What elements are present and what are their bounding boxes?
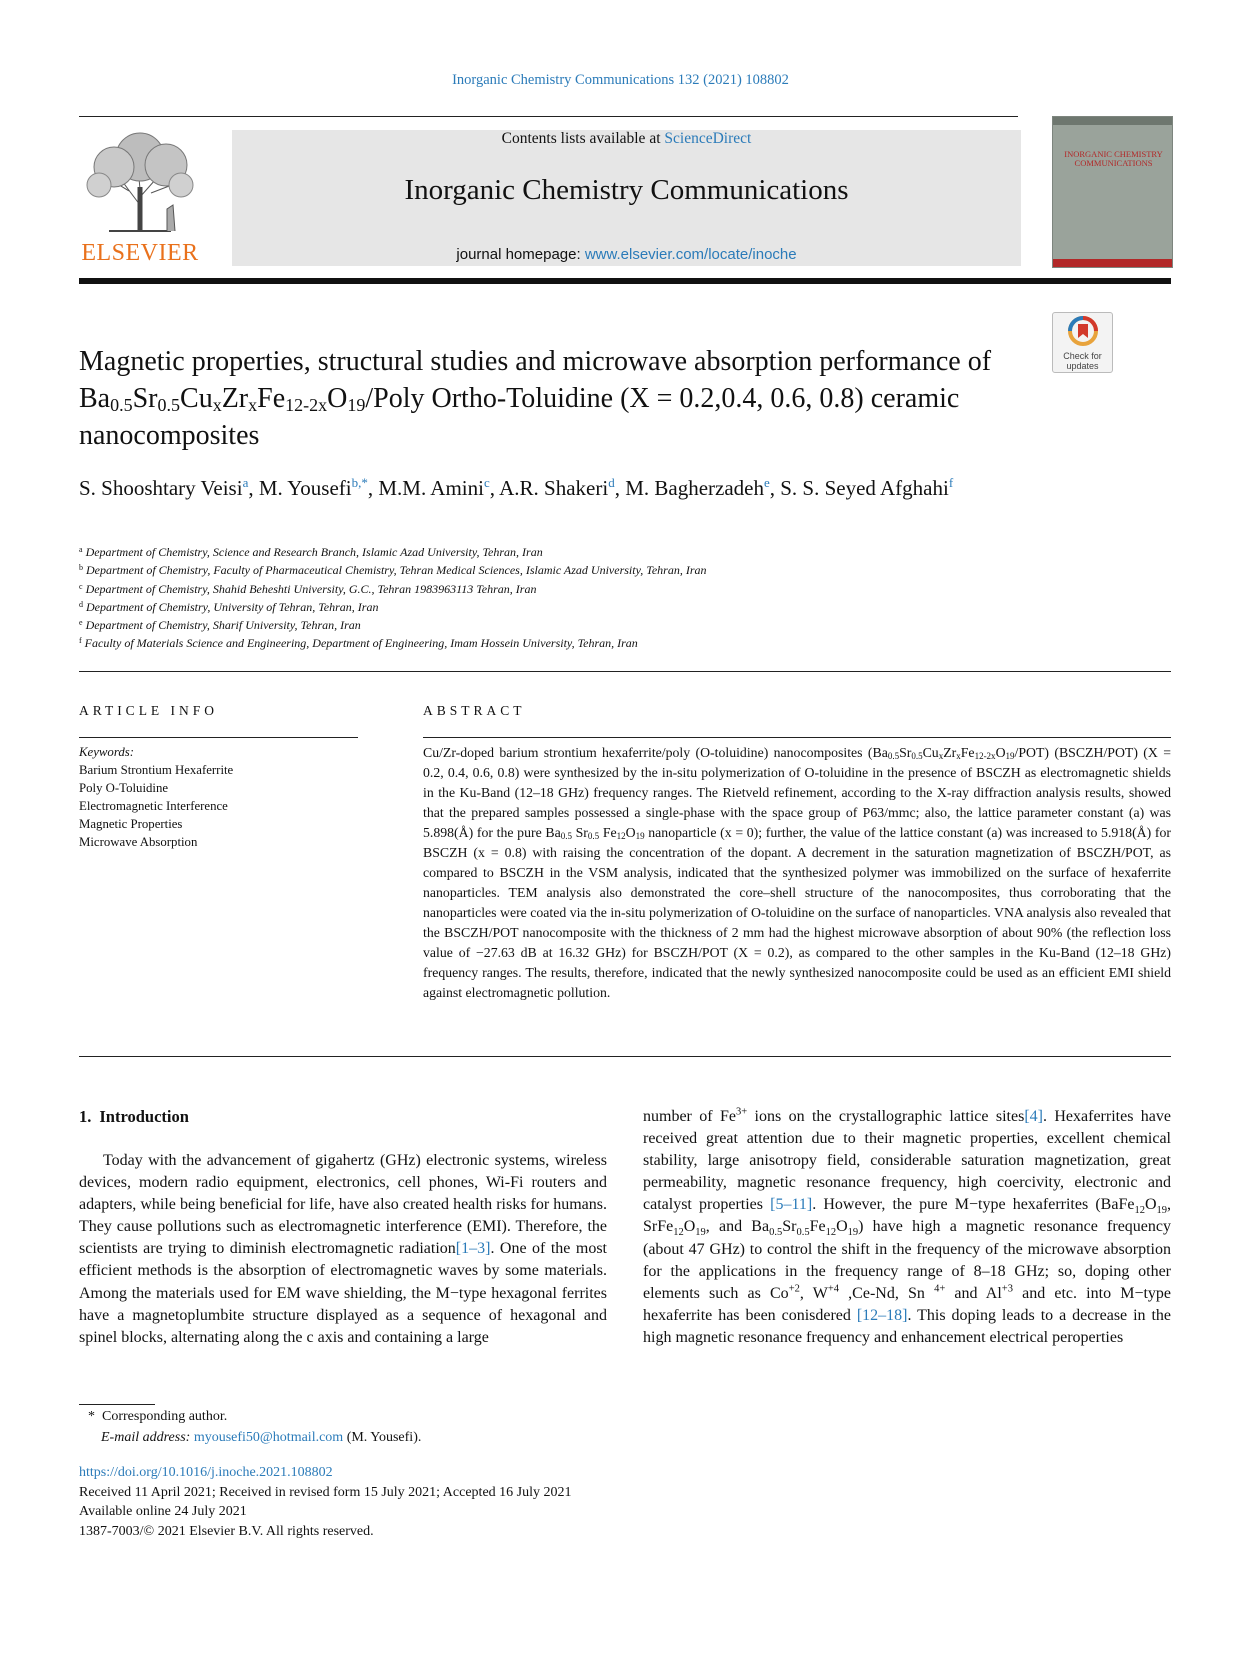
affiliation-item [79,580,979,598]
body-text: ,Ce-Nd, Sn [839,1284,935,1302]
footnote-star: * [88,1409,95,1424]
body-column-left [79,1150,607,1349]
keyword-item: Poly O-Toluidine [79,781,169,795]
body-text: O [683,1218,696,1236]
homepage-link[interactable]: www.elsevier.com/locate/inoche [584,246,797,263]
affiliation-key: b [79,563,83,573]
affiliation-item [79,598,979,616]
publication-info [79,1463,572,1541]
affiliation-key: a [79,545,83,554]
title-sub: 0.5 [110,395,133,415]
abstract-rule [423,737,1171,738]
abstract-text: /POT) (BSCZH/POT) (X = 0.2, 0.4, 0.6, 0.8) were synthesized by the in-situ polymerization of O-toluidine in the presence of BSCZH as electromagnetic shields in the Ku-Band (12–18 GHz) frequency ranges. The Rietveld refinement, according to the X-ray diffraction analysis results, showed that the prepared samples possessed a single-phase with the space group of P63/mmc; also, the lattice parameter constant (a) was 5.898(Å) for the pure Ba [423,745,1171,840]
title-sub: x [212,395,222,415]
title-text: Sr [132,383,158,414]
affiliation-key: e [79,618,83,628]
citation-link[interactable]: [4] [1024,1108,1043,1125]
affiliation-text: Department of Chemistry, Faculty of Pharmaceutical Chemistry, Tehran Medical Sciences, Islamic Azad University, Tehran, Iran [86,563,707,578]
check-updates-icon [1068,316,1098,346]
affiliation-item [79,616,979,634]
abstract-text: Zr [943,745,957,760]
body-text: number of Fe [643,1108,736,1125]
elsevier-logo[interactable] [79,127,201,267]
author-name[interactable]: M. Yousefi [258,476,352,500]
keyword-item: Barium Strontium Hexaferrite [79,763,234,777]
affiliation-text: Department of Chemistry, University of Tehran, Tehran, Iran [86,599,379,614]
abstract-text: Cu/Zr-doped barium strontium hexaferrite/poly (O-toluidine) nanocomposites (Ba [423,745,888,760]
keyword-item: Microwave Absorption [79,835,198,849]
subscript: 19 [695,1227,706,1239]
abstract-sub: x [938,751,944,761]
check-for-updates-badge[interactable] [1052,312,1113,373]
superscript: 4+ [934,1283,946,1295]
section-title: Introduction [99,1107,189,1126]
elsevier-tree-icon [79,127,201,235]
copyright-line: 1387-7003/© 2021 Elsevier B.V. All rights reserved. [79,1523,374,1539]
elsevier-wordmark: ELSEVIER [81,240,199,266]
author-list: S. Shooshtary Veisi$^a$, M. Yousefi$^{b,*}$, M.M. Amini$^c$, A.R. Shakeri$^d$, M. Bagherzadeh$^e$, S. S. Seyed Afghahi$^f$ [79,475,954,500]
abstract-sub: 19 [1005,751,1015,761]
subscript: 0.5 [796,1227,810,1239]
journal-citation-link[interactable]: Inorganic Chemistry Communications 132 (2021) 108802 [452,72,789,88]
abstract-sub: 19 [635,831,645,841]
corresponding-label: Corresponding author. [102,1409,228,1424]
superscript: +4 [827,1283,840,1295]
body-text: , and Ba [705,1218,770,1236]
body-text: . Hexaferrites have received great attention due to their magnetic properties, excellent chemical stability, large anisotropy field, considerable saturation magnetization, great permeability, magnetic resonance frequency, high coercivity, electronic and catalyst properties [643,1108,1172,1214]
cover-title: INORGANIC CHEMISTRY COMMUNICATIONS [1064,149,1163,168]
author-name[interactable]: S. S. Seyed Afghahi [780,476,949,500]
abstract-text: O [625,825,636,840]
affiliation-key: c [79,581,83,591]
check-updates-label: Check for updates [1063,351,1102,371]
author-name[interactable]: M.M. Amini [378,476,484,500]
author-affil-ref[interactable]: b,* [351,475,368,490]
journal-cover-thumbnail[interactable] [1052,116,1173,268]
subscript: 19 [847,1227,859,1239]
body-text: O [836,1218,848,1236]
keywords-block [79,743,358,851]
sciencedirect-link[interactable]: ScienceDirect [664,130,752,147]
abstract-text: nanoparticle (x = 0); further, the value of the lattice constant (a) was increased to 5.918(Å) for BSCZH (x = 0.8) with raising the concentration of the dopant. A decrement in the saturation magnetization of BSCZH/POT, as compared to BSCZH in the VSM analysis, indicated that the synthesized polymer was immobilized on the surface of hexaferrite nanoparticles. TEM analysis also demonstrated the core–shell structure of the nanocomposites, thus corroborating that the nanoparticles were coated via the in-situ polymerization of O-toluidine on the surface of nanoparticles. VNA analysis also revealed that the BSCZH/POT nanocomposite with the thickness of 2 mm had the highest microwave absorption of about 90% (the reflection loss value of −27.63 dB at 16.32 GHz) for BSCZH/POT (X = 0.2), as compared to the other samples in the Ku-Band (12–18 GHz) frequency ranges. The results, therefore, indicated that the newly synthesized nanocomposite could be used as an efficient EMI shield against electromagnetic pollution. [423,825,1172,1000]
cover-bottom-strip [1053,259,1172,267]
title-text: O [327,383,348,414]
affiliation-item [79,634,979,652]
received-dates: Received 11 April 2021; Received in revised form 15 July 2021; Accepted 16 July 2021 [79,1484,572,1500]
subscript: 12 [825,1227,837,1239]
title-sub: x [248,395,258,415]
body-text: , W [799,1284,828,1302]
journal-banner [232,130,1021,266]
affiliation-item [79,543,979,561]
citation-link[interactable]: [1–3] [455,1240,491,1258]
section-rule [79,671,1171,672]
affiliation-key: f [79,636,82,646]
title-text: Zr [221,383,249,414]
email-label: E-mail address: [101,1429,191,1445]
journal-title: Inorganic Chemistry Communications [404,174,849,206]
header-thick-rule [79,278,1171,284]
body-paragraph [643,1106,1171,1349]
section-number: 1. [79,1107,92,1126]
body-text: , SrFe [643,1196,1172,1236]
abstract-sub: 0.5 [887,751,900,761]
abstract-text: Sr [571,825,588,840]
abstract-sub: 0.5 [560,831,572,841]
abstract-text: Fe [599,825,617,840]
abstract-sub: 0.5 [911,751,923,761]
contents-prefix: Contents lists available at [501,130,665,147]
contents-line [232,130,1021,148]
author-affil-ref[interactable]: f [948,475,954,490]
abstract-heading: ABSTRACT [423,703,526,718]
email-link[interactable]: myousefi50@hotmail.com [193,1429,344,1445]
author-name[interactable]: M. Bagherzadeh [625,476,764,500]
homepage-prefix: journal homepage: [456,246,585,263]
superscript: +2 [788,1283,800,1295]
affiliation-text: Department of Chemistry, Science and Research Branch, Islamic Azad University, Tehran, Iran [85,545,543,559]
author-affil-ref[interactable]: d [608,475,615,490]
abstract-body [423,743,1171,1003]
body-text: ) have high a magnetic resonance frequency (about 47 GHz) to control the shift in the frequency of the microwave absorption for the applications in the frequency range of 8–18 GHz; so, doping other elements such as Co [643,1218,1172,1302]
subscript: 12 [673,1227,684,1239]
subscript: 19 [1156,1205,1168,1217]
title-text: /Poly Ortho-Toluidine (X = 0.2,0.4, 0.6, 0.8) ceramic nanocomposites [79,383,960,451]
section-rule [79,1056,1171,1057]
abstract-text: Cu [922,745,939,760]
body-text: . One of the most efficient methods is the absorption of electromagnetic waves by some materials. Among the materials used for EM wave shielding, the M−type hexagonal ferrites have a magnetoplumbite structure displayed as a sequence of hexagonal and spinel blocks, alternating along the c axis and containing a large [79,1240,607,1346]
keyword-item: Electromagnetic Interference [79,799,228,813]
online-date: Available online 24 July 2021 [79,1504,247,1519]
header-rule [79,116,1018,117]
title-text: Cu [180,383,213,414]
body-text: O [1144,1196,1157,1214]
body-text: . However, the pure M−type hexaferrites (BaFe [812,1196,1135,1214]
subscript: 0.5 [769,1227,783,1239]
doi-link[interactable]: https://doi.org/10.1016/j.inoche.2021.108802 [79,1465,333,1480]
footnote-rule [79,1404,155,1405]
body-text: and etc. into M−type hexaferrite has been conisdered [643,1284,1172,1324]
abstract-sub: 12-2x [974,751,996,761]
keywords-label: Keywords: [79,745,134,759]
abstract-text: O [995,745,1006,760]
title-text: Magnetic properties, structural studies and microwave absorption performance of Ba [79,346,992,414]
citation-link[interactable]: [12–18] [856,1306,908,1324]
footnote-line [88,1407,421,1428]
abstract-sub: 12 [616,831,626,841]
subscript: 12 [1134,1205,1145,1217]
affiliation-item [79,561,979,579]
citation-link[interactable]: [5–11] [770,1196,813,1214]
body-text: Today with the advancement of gigahertz (GHz) electronic systems, wireless devices, modern radio equipment, electronics, cell phones, Wi-Fi routers and adapters, while being beneficial for life, have also created health risks for humans. They cause pollutions such as electromagnetic interference (EMI). Therefore, the scientists are trying to diminish electromagnetic radiation [79,1152,607,1258]
article-title [79,343,1009,454]
affiliation-text: Faculty of Materials Science and Engineering, Department of Engineering, Imam Hossein University, Tehran, Iran [84,636,638,651]
title-sub: 12-2x [285,395,328,415]
affiliation-key: d [79,599,83,609]
title-sub: 19 [347,395,366,415]
author-affil-ref[interactable]: c [483,475,490,490]
title-sub: 0.5 [157,395,181,415]
email-suffix: (M. Yousefi). [346,1429,422,1445]
affiliation-text: Department of Chemistry, Sharif University, Tehran, Iran [85,618,361,633]
body-paragraph [79,1150,607,1349]
body-text: Sr [782,1218,797,1236]
body-text: ions on the crystallographic lattice sites [747,1108,1025,1125]
body-text: and Al [945,1284,1002,1302]
superscript: +3 [1001,1283,1013,1295]
author-affil-ref[interactable]: e [763,475,770,490]
abstract-text: Sr [899,745,912,760]
cover-top-strip [1053,117,1172,125]
superscript: 3+ [735,1106,748,1118]
article-info-rule [79,737,358,738]
section-heading [79,1107,189,1127]
abstract-text: Fe [960,745,975,760]
corresponding-author-footnote [88,1407,421,1448]
body-text: . This doping leads to a decrease in the high magnetic resonance frequency and enhancement electrical peroperties [643,1306,1172,1346]
abstract-sub: x [956,751,961,761]
title-text: Fe [257,383,286,414]
author-name[interactable]: S. Shooshtary Veisi [79,476,243,500]
author-name[interactable]: A.R. Shakeri [499,476,609,500]
article-info-heading: ARTICLE INFO [79,703,219,718]
footnote-line [88,1428,421,1449]
body-column-right [643,1106,1171,1349]
affiliation-text: Department of Chemistry, Shahid Beheshti University, G.C., Tehran 1983963113 Tehran, Iran [85,581,537,596]
author-affil-ref[interactable]: a [242,475,249,490]
affiliation-list [79,543,979,653]
body-text: Fe [809,1218,826,1236]
abstract-sub: 0.5 [587,831,600,841]
homepage-line [232,246,1021,263]
keyword-item: Magnetic Properties [79,817,183,831]
